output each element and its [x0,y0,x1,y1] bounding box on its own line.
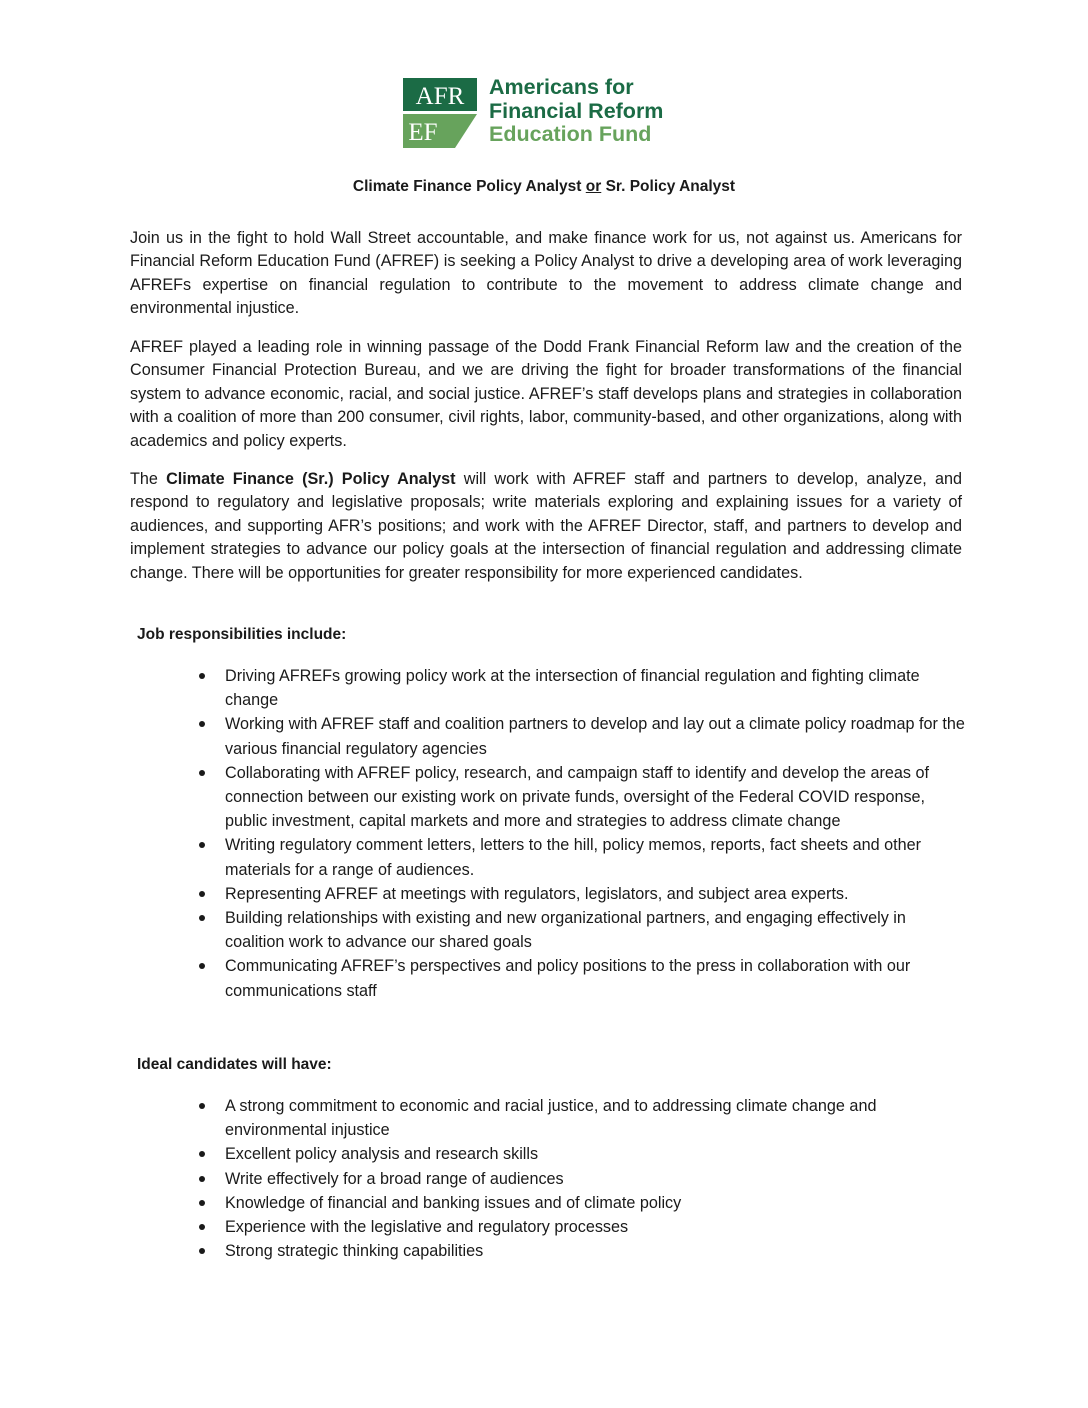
logo-mark-top-text: AFR [415,83,465,110]
list-item-text: Write effectively for a broad range of audiences [225,1169,564,1188]
list-item [225,954,965,1002]
bullet-icon [199,1248,205,1254]
list-item-text: Strong strategic thinking capabilities [225,1242,484,1261]
afref-logo-mark [403,78,477,148]
list-item [225,1215,965,1239]
afref-logo [403,75,683,148]
list-item-text: Driving AFREFs growing policy work at the intersection of financial regulation and fighting climate change [225,667,920,710]
list-item [225,1191,965,1215]
bullet-icon [199,1151,205,1157]
list-item-text: Collaborating with AFREF policy, research, and campaign staff to identify and develop the areas of connection between our existing work on private funds, oversight of the Federal COVID response, public investment, capital markets and more and strategies to address climate change [225,763,929,831]
ideal-candidates-heading: Ideal candidates will have: [137,1056,332,1073]
list-item-text: Working with AFREF staff and coalition partners to develop and lay out a climate policy roadmap for the various financial regulatory agencies [225,715,965,758]
list-item [225,906,965,954]
responsibilities-list [225,664,965,1003]
title-underlined-word: or [585,178,602,195]
about-paragraph: AFREF played a leading role in winning passage of the Dodd Frank Financial Reform law and the creation of the Consumer Financial Protection Bureau, and we are driving the fight for broader transformations of the financial system to advance economic, racial, and social justice. AFREF’s staff develops plans and strategies in collaboration with a coalition of more than 200 consumer, civil rights, labor, community-based, and other organizations, along with academics and policy experts. [130,338,962,450]
list-item [225,712,965,760]
list-item [225,833,965,881]
bullet-icon [199,891,205,897]
responsibilities-heading: Job responsibilities include: [137,626,347,643]
logo-line-1: Americans for [489,75,634,99]
list-item-text: Communicating AFREF’s perspectives and policy positions to the press in collaboration with our communications staff [225,957,911,1000]
list-item-text: Excellent policy analysis and research skills [225,1145,539,1164]
bullet-icon [199,770,205,776]
bullet-icon [199,842,205,848]
logo-mark-bottom-text: EF [408,119,438,146]
list-item [225,882,965,906]
list-item [225,664,965,712]
bullet-icon [199,673,205,679]
bullet-icon [199,1103,205,1109]
list-item-text: Experience with the legislative and regulatory processes [225,1218,629,1237]
ideal-candidates-list [225,1094,965,1263]
role-description: will work with AFREF staff and partners to develop, analyze, and respond to regulatory and legislative proposals; write materials exploring and explaining issues for a variety of audiences, and supporting AFR’s positions; and work with the AFREF Director, staff, and partners to develop and implement strategies to advance our policy goals at the intersection of financial regulation and addressing climate change. There will be opportunities for greater responsibility for more experienced candidates. [130,470,962,582]
list-item [225,1142,965,1166]
list-item-text: Building relationships with existing and new organizational partners, and engaging effectively in coalition work to advance our shared goals [225,909,906,952]
list-item-text: Representing AFREF at meetings with regulators, legislators, and subject area experts. [225,884,849,903]
bullet-icon [199,963,205,969]
list-item-text: A strong commitment to economic and racial justice, and to addressing climate change and environmental injustice [225,1097,877,1140]
logo-line-3: Education Fund [489,122,652,146]
title-part-2: Sr. Policy Analyst [601,178,736,195]
list-item [225,1239,965,1263]
bullet-icon [199,721,205,727]
bullet-icon [199,1200,205,1206]
role-paragraph [130,468,962,585]
title-part-1: Climate Finance Policy Analyst [352,178,586,195]
logo-wordmark [489,76,663,147]
role-lead: The [130,470,167,488]
intro-paragraph: Join us in the fight to hold Wall Street accountable, and make finance work for us, not against us. Americans for Financial Reform Education Fund (AFREF) is seeking a Policy Analyst to drive a developing area of work leveraging AFREFs expertise on financial regulation to contribute to the movement to address climate change and environmental injustice. [130,229,962,318]
page-title [0,178,1088,196]
logo-line-2: Financial Reform [489,98,664,123]
bullet-icon [199,1176,205,1182]
list-item-text: Writing regulatory comment letters, letters to the hill, policy memos, reports, fact sheets and other materials for a range of audiences. [225,836,922,879]
bullet-icon [199,1224,205,1230]
list-item [225,1167,965,1191]
bullet-icon [199,915,205,921]
list-item [225,1094,965,1142]
list-item [225,761,965,834]
role-title-bold: Climate Finance (Sr.) Policy Analyst [166,470,456,488]
list-item-text: Knowledge of financial and banking issues and of climate policy [225,1193,682,1212]
